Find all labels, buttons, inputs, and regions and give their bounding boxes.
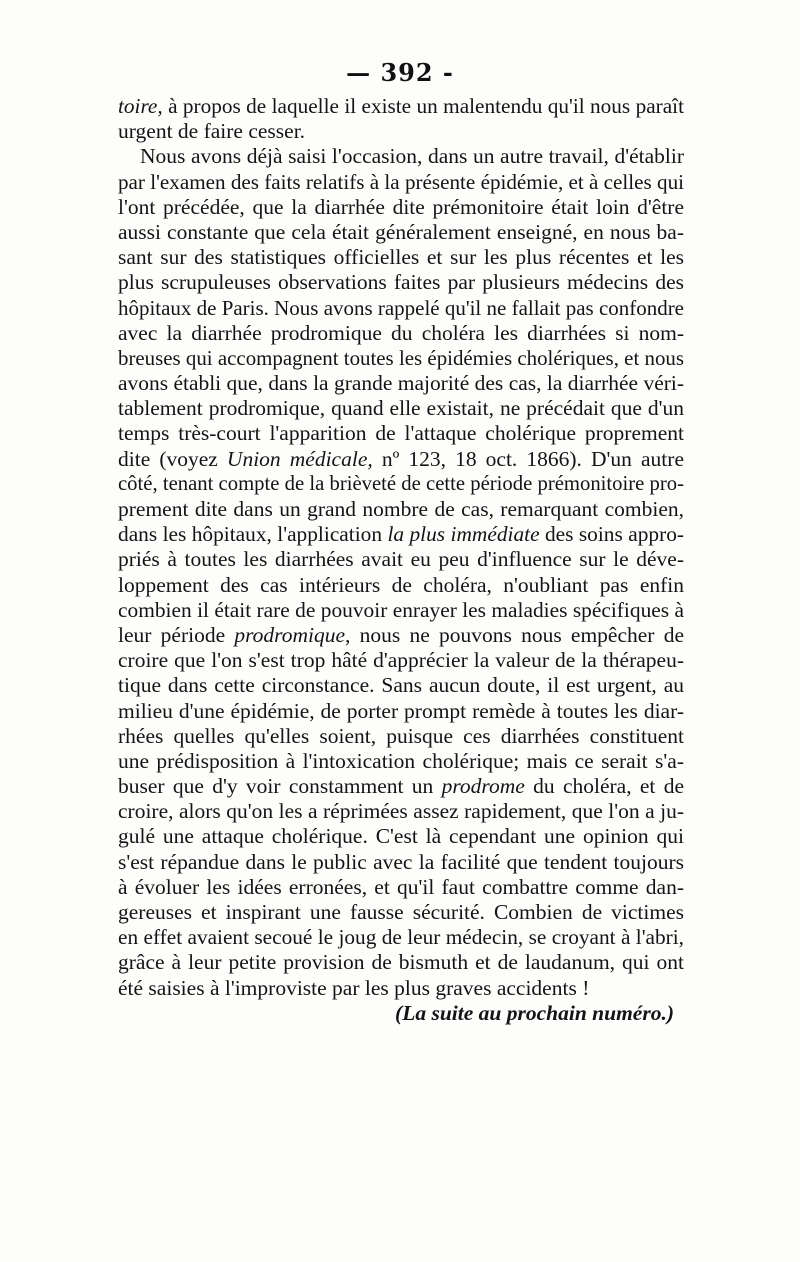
text-segment: tablement prodromique, quand elle existait, ne précédait que d'un bbox=[118, 396, 684, 421]
text-segment: tique dans cette circonstance. Sans aucun doute, il est urgent, au bbox=[118, 673, 684, 698]
text-segment: temps très-court l'apparition de l'attaque cholérique proprement bbox=[118, 421, 684, 446]
text-segment: plus scrupuleuses observations faites par plusieurs médecins des bbox=[118, 270, 684, 295]
text-line bbox=[118, 195, 684, 220]
text-segment: sant sur des statistiques officielles et sur les plus récentes et les bbox=[118, 245, 684, 270]
text-line bbox=[118, 396, 684, 421]
text-line bbox=[118, 522, 684, 547]
italic-text: prodromique, bbox=[234, 622, 351, 647]
text-line bbox=[118, 220, 684, 245]
text-segment: dite (voyez bbox=[118, 446, 227, 471]
text-segment: Nous avons déjà saisi l'occasion, dans un autre travail, d'établir bbox=[140, 144, 684, 169]
text-segment: priés à toutes les diarrhées avait eu peu d'influence sur le déve- bbox=[118, 547, 684, 572]
text-segment: avec la diarrhée prodromique du choléra les diarrhées si nom- bbox=[118, 320, 684, 345]
page-number: — 392 - bbox=[346, 58, 454, 87]
text-line bbox=[118, 547, 684, 572]
text-segment: rhées quelles qu'elles soient, puisque ces diarrhées constituent bbox=[118, 723, 684, 748]
text-line bbox=[118, 296, 684, 321]
italic-text: Union médicale, bbox=[226, 446, 373, 471]
text-segment: côté, tenant compte de la brièveté de cette période prémonitoire pro- bbox=[118, 472, 684, 495]
italic-text: la plus immédiate bbox=[387, 522, 540, 547]
text-segment: été saisies à l'improviste par les plus graves accidents ! bbox=[118, 975, 590, 1000]
text-segment: milieu d'une épidémie, de porter prompt remède à toutes les diar- bbox=[118, 698, 684, 723]
text-line bbox=[118, 321, 684, 346]
text-segment: gulé une attaque cholérique. C'est là cependant une opinion qui bbox=[118, 824, 684, 849]
text-segment: à évoluer les idées erronées, et qu'il faut combattre comme dan- bbox=[118, 874, 684, 899]
text-line bbox=[118, 724, 684, 749]
text-segment: en effet avaient secoué le joug de leur médecin, se croyant à l'abri, bbox=[118, 925, 684, 950]
text-line bbox=[118, 119, 684, 144]
text-line bbox=[118, 900, 684, 925]
text-segment: l'ont précédée, que la diarrhée dite prémonitoire était loin d'être bbox=[118, 194, 684, 219]
text-line bbox=[118, 673, 684, 698]
text-line bbox=[118, 371, 684, 396]
text-segment: par l'examen des faits relatifs à la présente épidémie, et à celles qui bbox=[118, 169, 684, 194]
text-line bbox=[118, 447, 684, 472]
text-segment: des soins appro- bbox=[539, 522, 685, 547]
text-segment: gereuses et inspirant une fausse sécurité. Combien de victimes bbox=[118, 900, 684, 924]
text-line bbox=[118, 346, 684, 371]
text-line bbox=[118, 976, 684, 1001]
text-line bbox=[118, 497, 684, 522]
text-segment: croire, alors qu'on les a réprimées assez rapidement, que l'on a ju- bbox=[118, 799, 684, 824]
text-line bbox=[118, 749, 684, 774]
text-segment: croire que l'on s'est trop hâté d'apprécier la valeur de la thérapeu- bbox=[118, 648, 684, 673]
text-line bbox=[118, 144, 684, 169]
text-line bbox=[118, 472, 684, 497]
text-line bbox=[118, 573, 684, 598]
text-segment: breuses qui accompagnent toutes les épidémies cholériques, et nous bbox=[118, 345, 684, 370]
text-segment: s'est répandue dans le public avec la facilité que tendent toujours bbox=[118, 849, 684, 874]
text-line bbox=[118, 925, 684, 950]
text-line bbox=[118, 824, 684, 849]
text-segment: urgent de faire cesser. bbox=[118, 119, 306, 144]
text-line bbox=[118, 648, 684, 673]
text-line bbox=[118, 774, 684, 799]
text-segment: du choléra, et de bbox=[524, 774, 684, 799]
text-segment: une prédisposition à l'intoxication cholérique; mais ce serait s'a- bbox=[118, 748, 684, 773]
text-line bbox=[118, 421, 684, 446]
text-line bbox=[118, 94, 684, 119]
text-line bbox=[118, 598, 684, 623]
italic-text: toire, bbox=[118, 94, 163, 118]
text-line bbox=[118, 950, 684, 975]
italic-text: prodrome bbox=[441, 774, 525, 799]
body-text bbox=[118, 94, 684, 1026]
continuation-note bbox=[118, 1001, 684, 1026]
text-segment: avons établi que, dans la grande majorité des cas, la diarrhée véri- bbox=[118, 371, 684, 396]
text-line bbox=[118, 623, 684, 648]
text-line bbox=[118, 699, 684, 724]
text-segment: à propos de laquelle il existe un malentendu qu'il nous paraît bbox=[162, 94, 684, 118]
text-segment: hôpitaux de Paris. Nous avons rappelé qu'il ne fallait pas confondre bbox=[118, 295, 684, 320]
text-segment: loppement des cas intérieurs de choléra, n'oubliant pas enfin bbox=[118, 572, 684, 597]
text-segment: prement dite dans un grand nombre de cas, remarquant combien, bbox=[118, 497, 684, 521]
text-segment: dans les hôpitaux, l'application bbox=[118, 522, 388, 547]
text-segment: aussi constante que cela était généralement enseigné, en nous ba- bbox=[118, 219, 684, 244]
text-line bbox=[118, 270, 684, 295]
text-segment: combien il était rare de pouvoir enrayer les maladies spécifiques à bbox=[118, 597, 684, 622]
text-segment: grâce à leur petite provision de bismuth et de laudanum, qui ont bbox=[118, 950, 684, 975]
text-line bbox=[118, 170, 684, 195]
text-segment: leur période bbox=[118, 622, 235, 647]
text-segment: nous ne pouvons nous empêcher de bbox=[350, 622, 684, 647]
text-line bbox=[118, 245, 684, 270]
text-segment: nº 123, 18 oct. 1866). D'un autre bbox=[372, 446, 684, 471]
text-segment: buser que d'y voir constamment un bbox=[118, 774, 442, 799]
text-line bbox=[118, 799, 684, 824]
text-line bbox=[118, 875, 684, 900]
italic-text: (La suite au prochain numéro.) bbox=[395, 1000, 674, 1025]
text-line bbox=[118, 850, 684, 875]
